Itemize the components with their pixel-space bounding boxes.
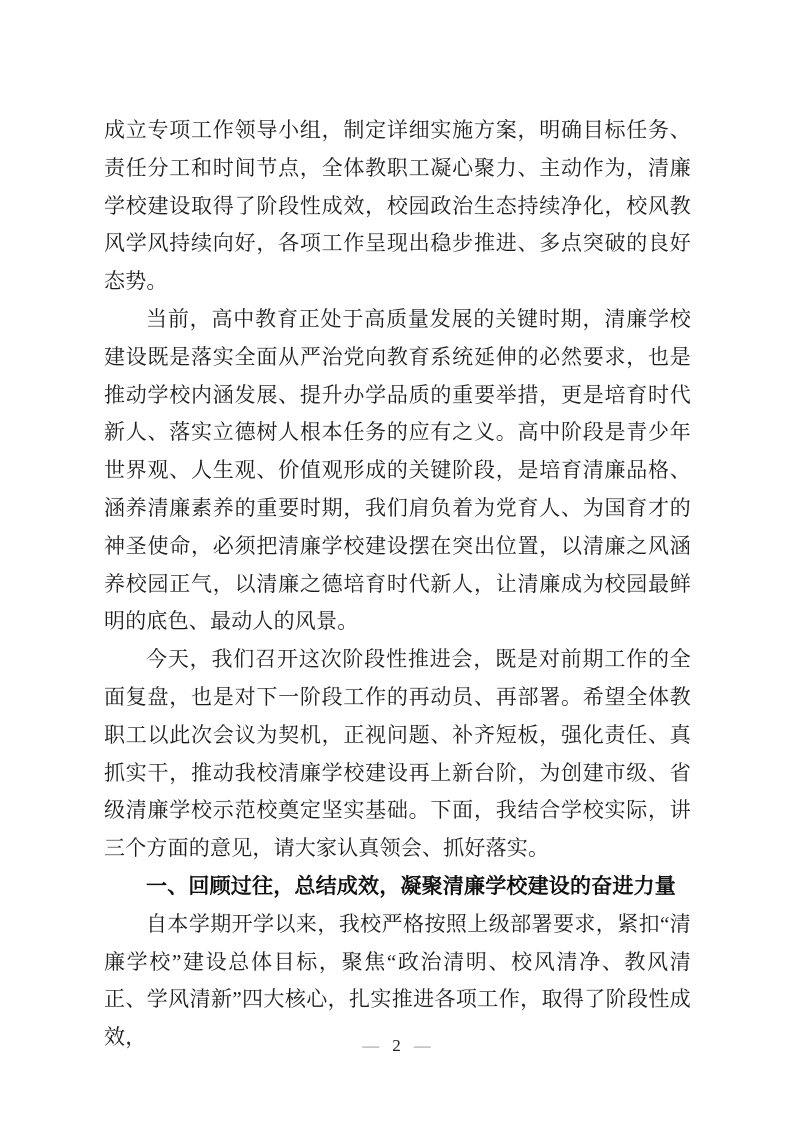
- section-heading-1: 一、回顾过往，总结成效，凝聚清廉学校建设的奋进力量: [146, 873, 676, 898]
- paragraph-continuation: 成立专项工作领导小组，制定详细实施方案，明确目标任务、责任分工和时间节点，全体教职工凝心聚力、主动作为，清廉学校建设取得了阶段性成效，校园政治生态持续净化，校风教风学风持续向好，各项工作呈现出稳步推进、多点突破的良好态势。: [104, 118, 691, 294]
- page-number-value: 2: [392, 1036, 401, 1055]
- page-number-dash-right: —: [413, 1036, 431, 1055]
- paragraph-current-situation: 当前，高中教育正处于高质量发展的关键时期，清廉学校建设既是落实全面从严治党向教育系统延伸的必然要求，也是推动学校内涵发展、提升办学品质的重要举措，更是培育时代新人、落实立德树人根本任务的应有之义。高中阶段是青少年世界观、人生观、价值观形成的关键阶段，是培育清廉品格、涵养清廉素养的重要时期，我们肩负着为党育人、为国育才的神圣使命，必须把清廉学校建设摆在突出位置，以清廉之风涵养校园正气，以清廉之德培育时代新人，让清廉成为校园最鲜明的底色、最动人的风景。: [104, 306, 691, 634]
- page-number-dash-left: —: [362, 1036, 380, 1055]
- paragraph-semester-review: 自本学期开学以来，我校严格按照上级部署要求，紧扣“清廉学校”建设总体目标，聚焦“政治清明、校风清净、教风清正、学风清新”四大核心，扎实推进各项工作，取得了阶段性成效，: [104, 911, 691, 1050]
- paragraph-meeting-purpose: 今天，我们召开这次阶段性推进会，既是对前期工作的全面复盘，也是对下一阶段工作的再动员、再部署。希望全体教职工以此次会议为契机，正视问题、补齐短板，强化责任、真抓实干，推动我校清廉学校建设再上新台阶，为创建市级、省级清廉学校示范校奠定坚实基础。下面，我结合学校实际，讲三个方面的意见，请大家认真领会、抓好落实。: [104, 647, 691, 861]
- document-body: [104, 112, 691, 1057]
- page-number: [0, 1036, 793, 1056]
